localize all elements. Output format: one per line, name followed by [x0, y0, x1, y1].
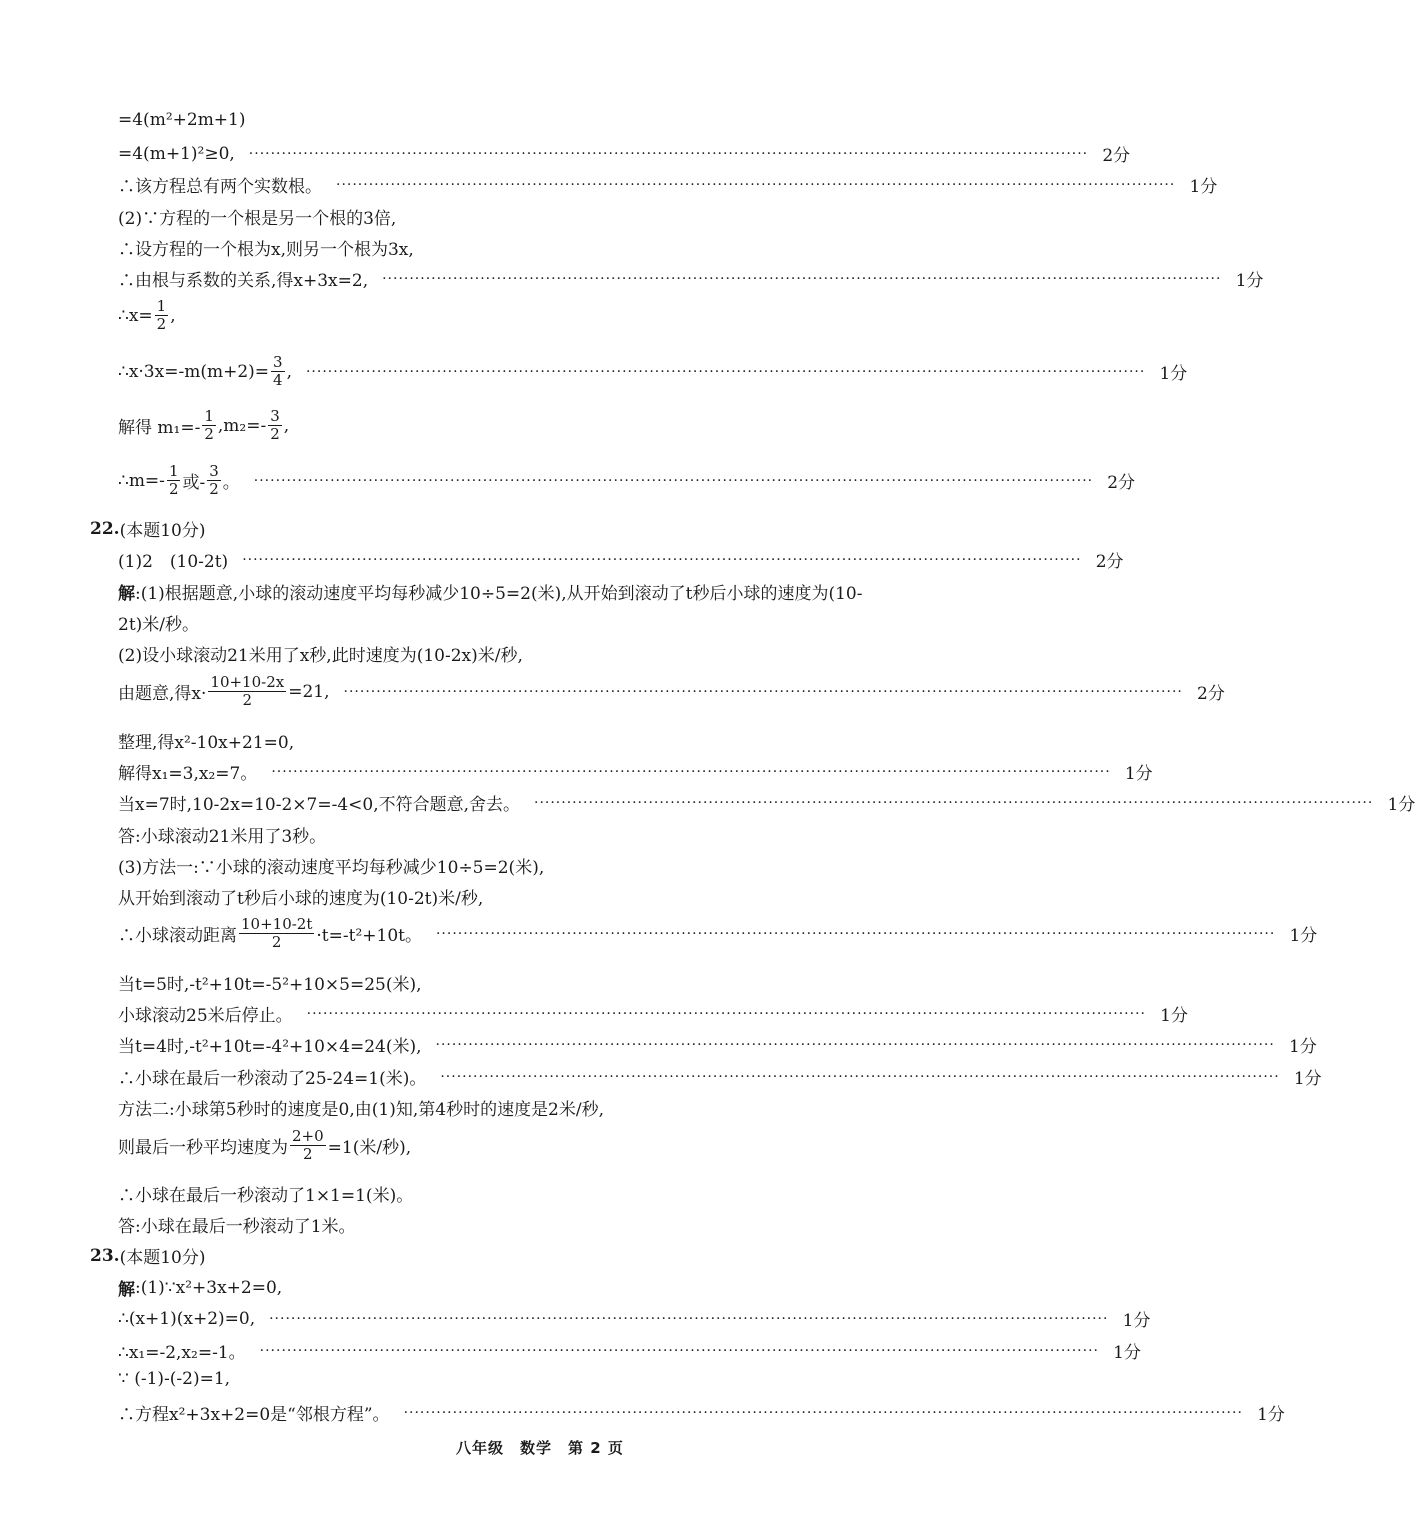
- leader-dots: ··························································································································································: [306, 1005, 1146, 1022]
- solution-line: 2t)米/秒。: [118, 615, 200, 635]
- fraction: $\frac{10+10-2t}{2}$: [241, 915, 313, 952]
- solution-line: 当t=4时,-t²+10t=-4²+10×4=24(米), ·························································································································································· 1分: [118, 1032, 988, 1057]
- solution-line: 答:小球滚动21米用了3秒。: [118, 827, 327, 847]
- solution-line: ∴x·3x=-m(m+2)= $\frac{3}{4}$ , ·························································································································································· 1分: [118, 353, 1188, 390]
- solution-line: 当t=5时,-t²+10t=-5²+10×5=25(米),: [118, 975, 422, 995]
- leader-dots: ··························································································································································: [534, 794, 1374, 811]
- fraction: $\frac{2+0}{2}$: [292, 1127, 324, 1164]
- score-label: 1分: [1159, 364, 1188, 385]
- solution-line: (3)方法一:∵小球的滚动速度平均每秒减少10÷5=2(米),: [118, 858, 545, 878]
- solution-line: ∴m=- $\frac{1}{2}$ 或- $\frac{3}{2}$ 。 ·························································································································································· 2分: [118, 462, 1136, 499]
- solution-line: 则最后一秒平均速度为 $\frac{2+0}{2}$ =1(米/秒),: [118, 1127, 412, 1164]
- solution-line: 解得x₁=3,x₂=7。 ·························································································································································· 1分: [118, 759, 988, 784]
- leader-dots: ··························································································································································: [271, 763, 1111, 780]
- fraction: $\frac{3}{2}$: [270, 407, 280, 444]
- page-footer: 八年级 数学 第 2 页: [456, 1439, 624, 1457]
- leader-dots: ··························································································································································: [440, 1068, 1280, 1085]
- leader-dots: ··························································································································································: [382, 270, 1222, 287]
- solution-line: ∴小球在最后一秒滚动了25-24=1(米)。 ·························································································································································· 1分: [118, 1064, 988, 1089]
- leader-dots: ··························································································································································: [435, 925, 1276, 942]
- solution-line: (2)∵方程的一个根是另一个根的3倍,: [118, 209, 397, 229]
- question-header: 23. (本题10分): [90, 1245, 206, 1268]
- solution-line: ∴x₁=-2,x₂=-1。 ·························································································································································· 1分: [118, 1338, 988, 1363]
- leader-dots: ··························································································································································: [435, 1036, 1275, 1053]
- solution-line: ∴小球在最后一秒滚动了1×1=1(米)。: [118, 1186, 414, 1206]
- score-label: 1分: [1189, 177, 1218, 197]
- fraction: $\frac{1}{2}$: [156, 297, 167, 334]
- leader-dots: ··························································································································································: [253, 472, 1094, 489]
- solution-line: 解 :(1)根据题意,小球的滚动速度平均每秒减少10÷5=2(米),从开始到滚动了t秒后小球的速度为(10-: [118, 584, 863, 604]
- solution-line: ∴由根与系数的关系,得x+3x=2, ·························································································································································· 1分: [118, 266, 988, 291]
- score-label: 1分: [1387, 795, 1415, 815]
- solution-line: ∴方程x²+3x+2=0是“邻根方程”。 ·························································································································································· 1分: [118, 1400, 988, 1425]
- fraction: $\frac{3}{2}$: [209, 462, 219, 499]
- score-label: 2分: [1107, 473, 1136, 494]
- leader-dots: ··························································································································································: [336, 176, 1176, 193]
- solution-line: (2)设小球滚动21米用了x秒,此时速度为(10-2x)米/秒,: [118, 646, 523, 666]
- solution-line: ∴设方程的一个根为x,则另一个根为3x,: [118, 240, 414, 260]
- solution-line: 当x=7时,10-2x=10-2×7=-4<0,不符合题意,舍去。 ·························································································································································· 1分: [118, 790, 988, 815]
- score-label: 1分: [1160, 1006, 1188, 1026]
- solution-line: (1)2 (10-2t) ·························································································································································· 2分: [118, 547, 988, 572]
- solution-line: 由题意,得x· $\frac{10+10-2x}{2}$ =21, ·························································································································································· 2分: [118, 673, 1225, 710]
- solution-line: =4(m²+2m+1): [118, 110, 246, 130]
- solution-line: =4(m+1)²≥0, ·························································································································································· 2分: [118, 141, 988, 166]
- solution-line: 从开始到滚动了t秒后小球的速度为(10-2t)米/秒,: [118, 889, 484, 909]
- leader-dots: ··························································································································································: [259, 1342, 1099, 1359]
- score-label: 1分: [1289, 926, 1318, 947]
- fraction: $\frac{1}{2}$: [168, 462, 179, 499]
- leader-dots: ··························································································································································: [248, 145, 1089, 162]
- score-label: 1分: [1113, 1343, 1141, 1363]
- solution-line: 解得 m₁=- $\frac{1}{2}$ ,m₂=- $\frac{3}{2}$ ,: [118, 407, 290, 444]
- solution-line: 方法二:小球第5秒时的速度是0,由(1)知,第4秒时的速度是2米/秒,: [118, 1100, 605, 1120]
- fraction: $\frac{3}{4}$: [273, 353, 283, 390]
- solution-line: 小球滚动25米后停止。 ·························································································································································· 1分: [118, 1001, 988, 1026]
- score-label: 1分: [1122, 1311, 1151, 1331]
- score-label: 1分: [1289, 1037, 1317, 1057]
- fraction: $\frac{10+10-2x}{2}$: [210, 673, 285, 710]
- score-label: 1分: [1235, 271, 1264, 291]
- fraction: $\frac{1}{2}$: [204, 407, 214, 444]
- leader-dots: ··························································································································································: [242, 551, 1082, 568]
- solution-line: 答:小球在最后一秒滚动了1米。: [118, 1217, 356, 1237]
- solution-line: 整理,得x²-10x+21=0,: [118, 733, 295, 753]
- leader-dots: ··························································································································································: [269, 1310, 1109, 1327]
- leader-dots: ··························································································································································: [343, 683, 1183, 700]
- score-label: 1分: [1293, 1069, 1322, 1089]
- score-label: 2分: [1095, 552, 1124, 572]
- score-label: 2分: [1197, 684, 1225, 705]
- score-label: 2分: [1102, 146, 1131, 166]
- score-label: 1分: [1257, 1405, 1285, 1425]
- score-label: 1分: [1124, 764, 1153, 784]
- solution-line: ∵ (-1)-(-2)=1,: [118, 1369, 231, 1389]
- solution-line: ∴小球滚动距离 $\frac{10+10-2t}{2}$ ·t=-t²+10t。 ·························································································································································· 1分: [118, 915, 1318, 952]
- solution-line: ∴该方程总有两个实数根。 ·························································································································································· 1分: [118, 172, 988, 197]
- question-header: 22. (本题10分): [90, 518, 206, 541]
- leader-dots: ··························································································································································: [305, 363, 1146, 380]
- solution-line: 解 :(1)∵x²+3x+2=0,: [118, 1277, 283, 1300]
- solution-line: ∴(x+1)(x+2)=0, ·························································································································································· 1分: [118, 1306, 988, 1331]
- leader-dots: ··························································································································································: [403, 1404, 1243, 1421]
- solution-line: ∴x= $\frac{1}{2}$ ,: [118, 297, 176, 334]
- question-number: 23.: [90, 1245, 120, 1266]
- question-number: 22.: [90, 518, 120, 539]
